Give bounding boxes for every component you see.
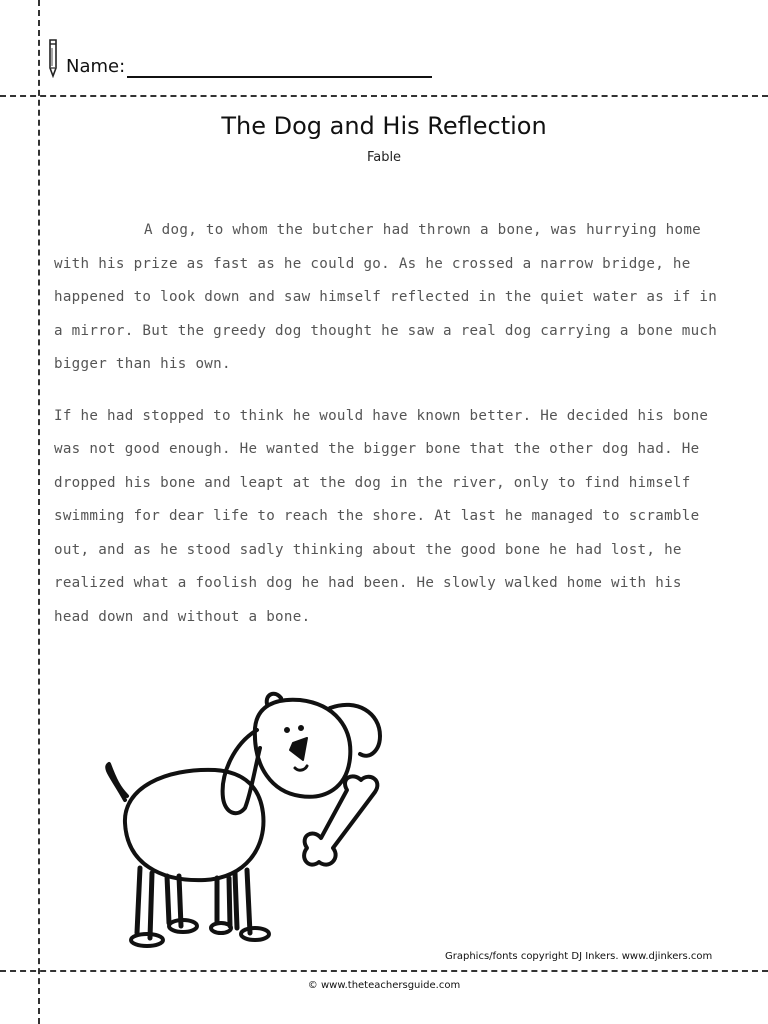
story-paragraph-2: If he had stopped to think he would have known better. He decided his bone was not good enough. He wanted the bigger bone that the other dog had. He dropped his bone and leapt at the dog in the river, only to find himself swimming for dear life to reach the shore. At last he managed to scramble out, and as he stood sadly thinking about the good bone he had lost, he realized what a foolish dog he had been. He slowly walked home with his head down and without a bone. (54, 407, 709, 625)
pencil-icon (44, 38, 62, 78)
name-label: Name: (66, 56, 126, 77)
graphics-credit: Graphics/fonts copyright DJ Inkers. www.djinkers.com (445, 951, 713, 962)
name-field-line[interactable] (127, 56, 432, 78)
bottom-divider-line (0, 970, 768, 972)
name-row (44, 38, 432, 78)
site-credit: © www.theteachersguide.com (307, 980, 461, 991)
page-subtitle: Fable (366, 150, 402, 165)
top-divider-line (0, 95, 768, 97)
story-text (54, 214, 724, 652)
dog-with-bone-illustration (95, 688, 415, 958)
story-paragraph-1: A dog, to whom the butcher had thrown a bone, was hurrying home with his prize as fast as he could go. As he crossed a narrow bridge, he happened to look down and saw himself reflected in the quiet water as if in a mirror. But the greedy dog thought he saw a real dog carrying a bone much bigger than his own. (54, 222, 718, 372)
page-title: The Dog and His Reflection (221, 112, 547, 140)
